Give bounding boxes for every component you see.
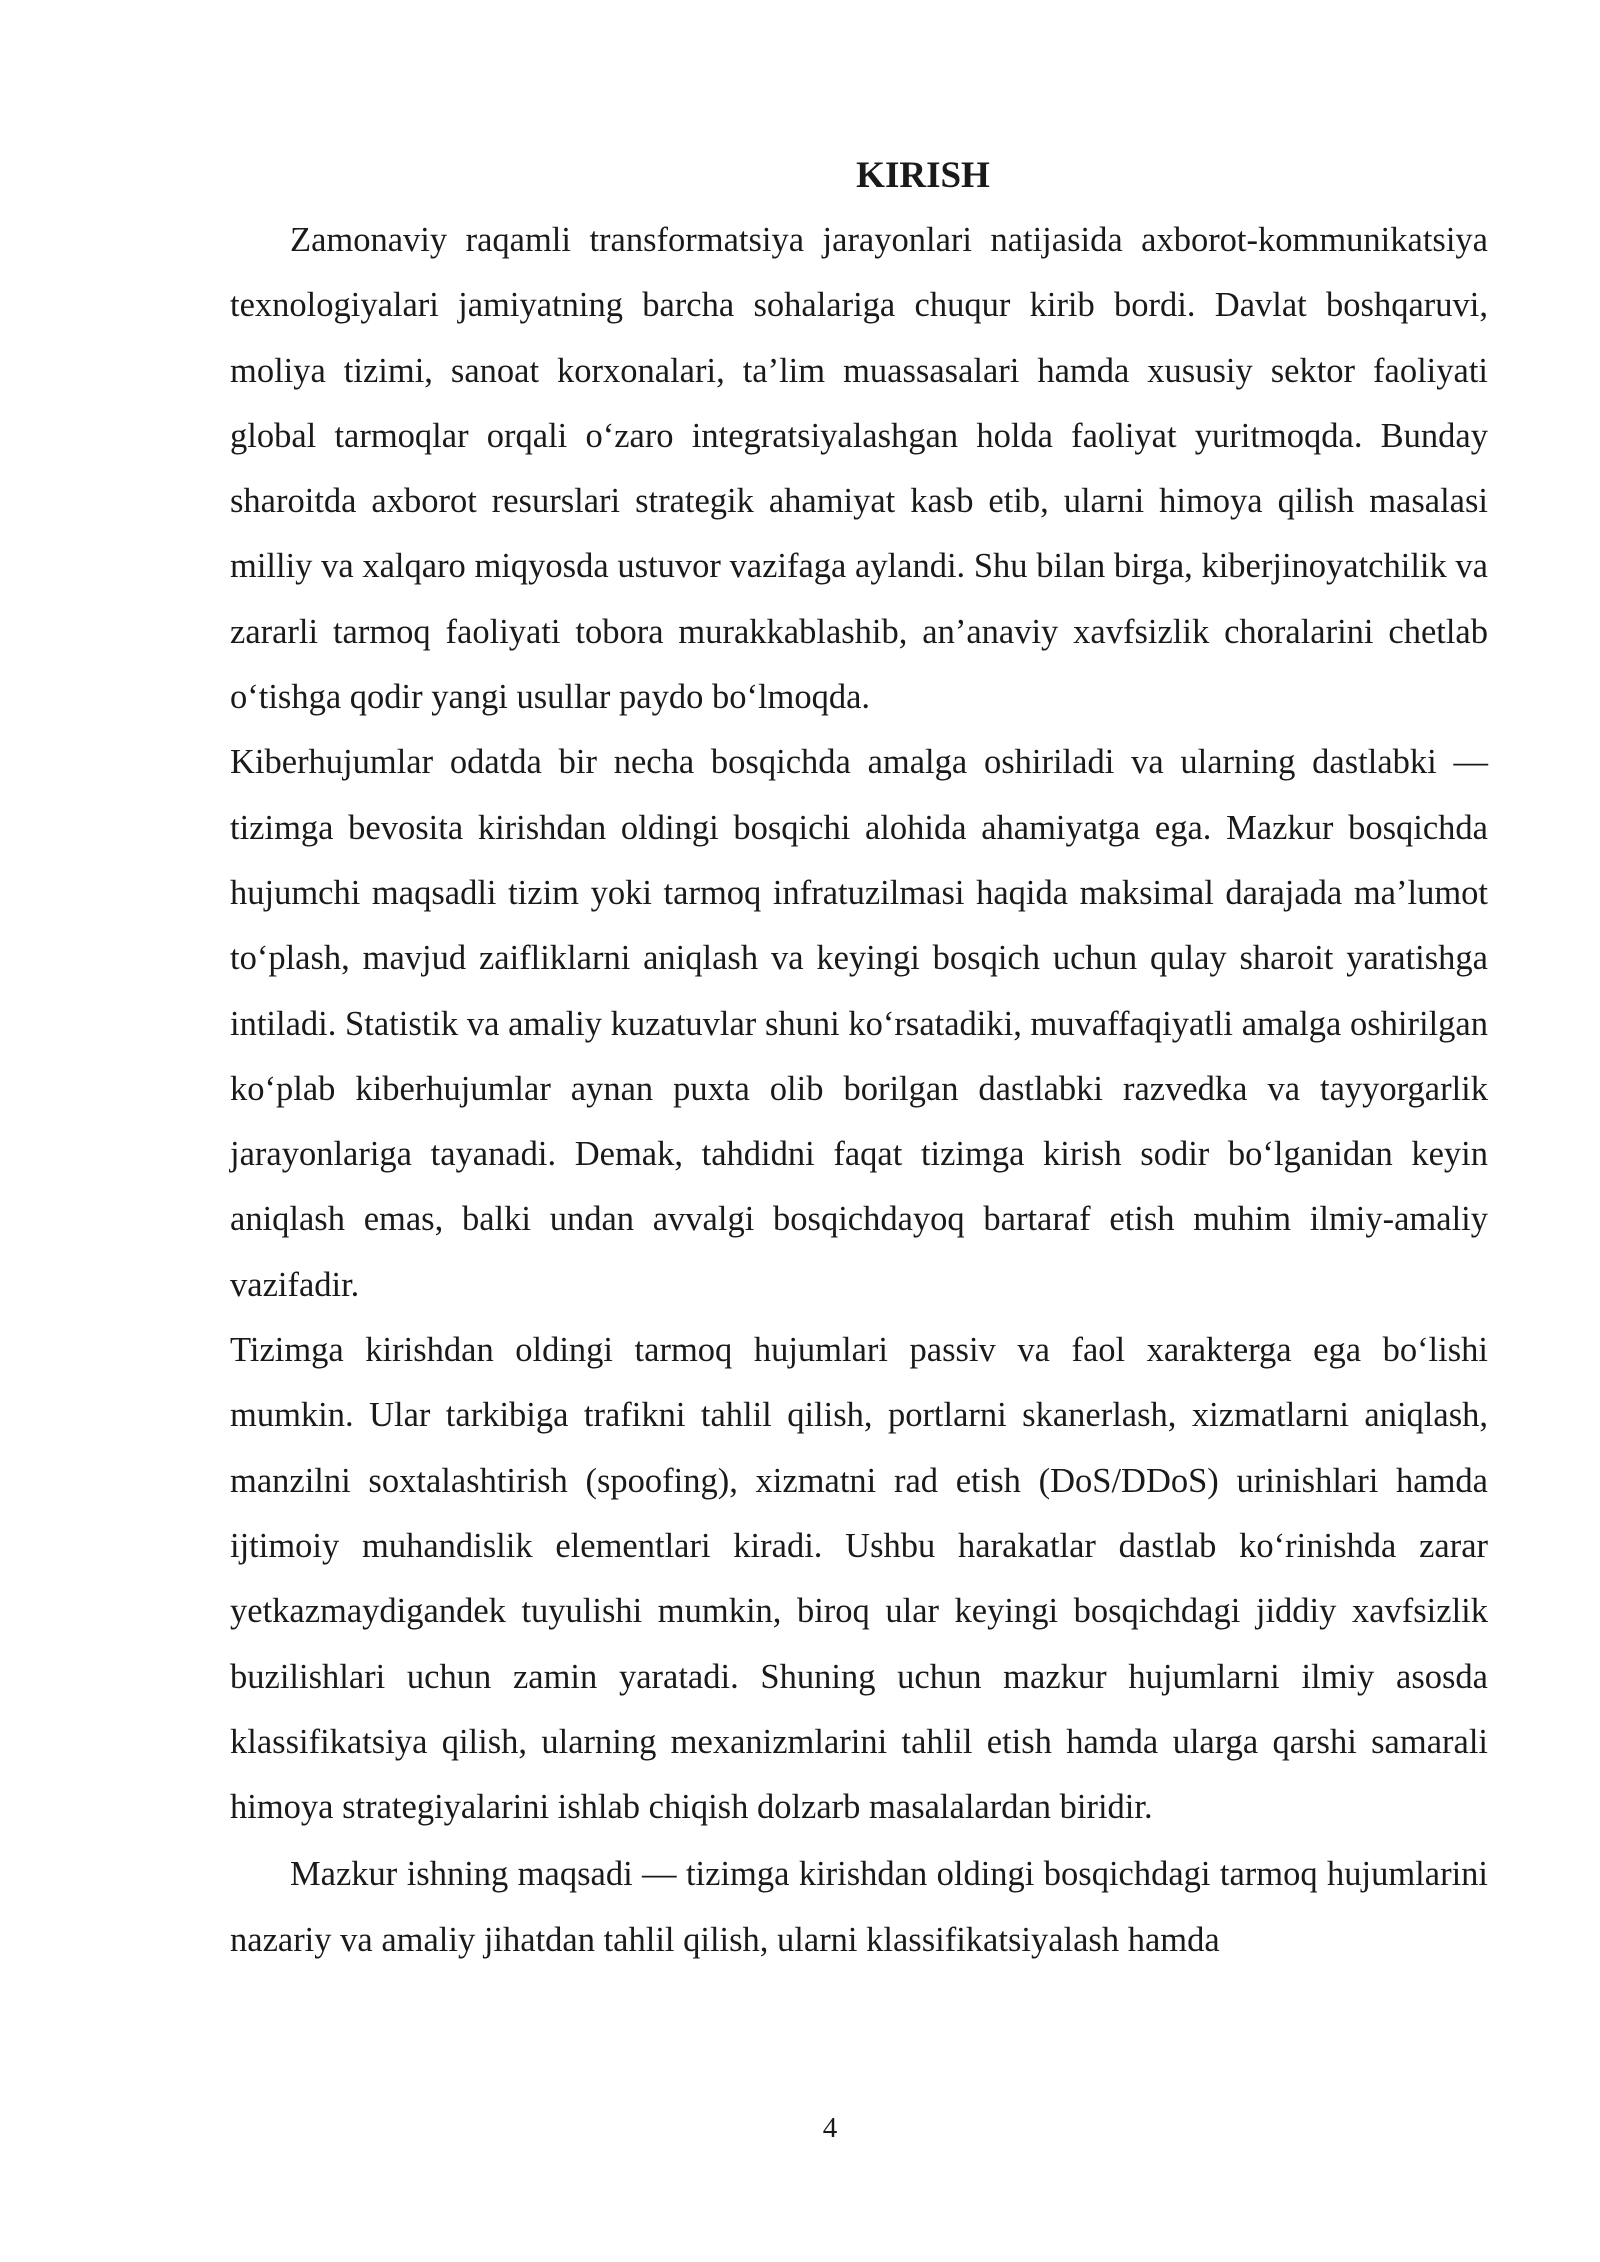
- page-title: KIRISH: [856, 155, 990, 196]
- paragraph-cyberattack-stages: Kiberhujumlar odatda bir necha bosqichda amalga oshiriladi va ularning dastlabki — tizimga bevosita kirishdan oldingi bosqichi alohida ahamiyatga ega. Mazkur bosqichda hujumchi maqsadli tizim yoki tarmoq infratuzilmasi haqida maksimal darajada ma’lumot to‘plash, mavjud zaifliklarni aniqlash va keyingi bosqich uchun qulay sharoit yaratishga intiladi. Statistik va amaliy kuzatuvlar shuni ko‘rsatadiki, muvaffaqiyatli amalga oshirilgan ko‘plab kiberhujumlar aynan puxta olib borilgan dastlabki razvedka va tayyorgarlik jarayonlariga tayanadi. Demak, tahdidni faqat tizimga kirish sodir bo‘lganidan keyin aniqlash emas, balki undan avvalgi bosqichdayoq bartaraf etish muhim ilmiy-amaliy vazifadir.: [230, 743, 1488, 1304]
- paragraph-preintrusion-attacks: Tizimga kirishdan oldingi tarmoq hujumlari passiv va faol xarakterga ega bo‘lishi mumkin. Ular tarkibiga trafikni tahlil qilish, portlarni skanerlash, xizmatlarni aniqlash, manzilni soxtalashtirish (spoofing), xizmatni rad etish (DoS/DDoS) urinishlari hamda ijtimoiy muhandislik elementlari kiradi. Ushbu harakatlar dastlab ko‘rinishda zarar yetkazmaydigandek tuyulishi mumkin, biroq ular keyingi bosqichdagi jiddiy xavfsizlik buzilishlari uchun zamin yaratadi. Shuning uchun mazkur hujumlarni ilmiy asosda klassifikatsiya qilish, ularning mexanizmlarini tahlil etish hamda ularga qarshi samarali himoya strategiyalarini ishlab chiqish dolzarb masalalardan biridir.: [230, 1331, 1488, 1827]
- page-number: 4: [822, 2112, 838, 2144]
- page-body: [230, 146, 1488, 1973]
- paragraph-work-goal: Mazkur ishning maqsadi — tizimga kirishdan oldingi bosqichdagi tarmoq hujumlarini nazariy va amaliy jihatdan tahlil qilish, ularni klassifikatsiyalash hamda: [230, 1855, 1488, 1959]
- paragraph-intro: Zamonaviy raqamli transformatsiya jarayonlari natijasida axborot-kommunikatsiya texnologiyalari jamiyatning barcha sohalariga chuqur kirib bordi. Davlat boshqaruvi, moliya tizimi, sanoat korxonalari, ta’lim muassasalari hamda xususiy sektor faoliyati global tarmoqlar orqali o‘zaro integratsiyalashgan holda faoliyat yuritmoqda. Bunday sharoitda axborot resurslari strategik ahamiyat kasb etib, ularni himoya qilish masalasi milliy va xalqaro miqyosda ustuvor vazifaga aylandi. Shu bilan birga, kiberjinoyatchilik va zararli tarmoq faoliyati tobora murakkablashib, an’anaviy xavfsizlik choralarini chetlab o‘tishga qodir yangi usullar paydo bo‘lmoqda.: [230, 221, 1488, 717]
